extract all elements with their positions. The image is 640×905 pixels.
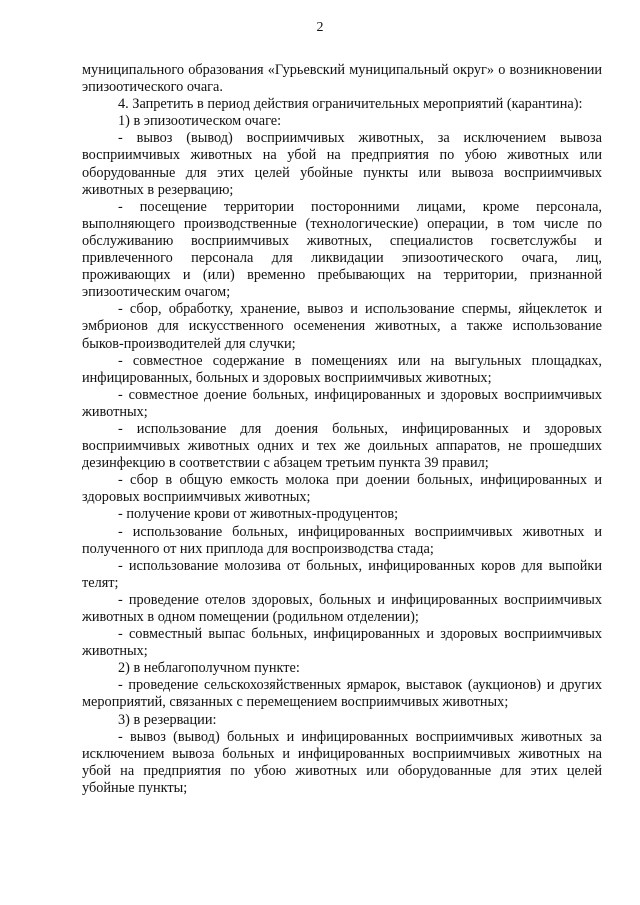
document-body <box>82 62 602 797</box>
list-item: - посещение территории посторонними лицами, кроме персонала, выполняющего производственные (технологические) операции, в том числе по обслуживанию восприимчивых животных, специалистов госветслужбы и привлеченного персонала для ликвидации эпизоотического очага, лиц, проживающих и (или) временно пребывающих на территории, признанной эпизоотическим очагом; <box>82 198 602 301</box>
list-item: - получение крови от животных-продуцентов; <box>118 506 399 523</box>
list-item: - сбор, обработку, хранение, вывоз и использование спермы, яйцеклеток и эмбрионов для искусственного осеменения животных, а также использование быков-производителей для случки; <box>82 301 602 352</box>
list-item: - использование молозива от больных, инфицированных коров для выпойки телят; <box>82 557 602 591</box>
paragraph-continuation: муниципального образования «Гурьевский муниципальный округ» о возникновении эпизоотического очага. <box>82 62 602 96</box>
list-item: - вывоз (вывод) восприимчивых животных, за исключением вывоза восприимчивых животных на убой на предприятия по убою животных или оборудованные для этих целей убойные пункты или вывоза восприимчивых животных в резервацию; <box>82 130 602 198</box>
subheading-reservation: 3) в резервации: <box>118 711 217 728</box>
paragraph-item-4: 4. Запретить в период действия ограничительных мероприятий (карантина): <box>118 96 583 113</box>
subheading-unfavorable-point: 2) в неблагополучном пункте: <box>118 660 300 677</box>
list-item: - вывоз (вывод) больных и инфицированных восприимчивых животных за исключением вывоза больных и инфицированных восприимчивых животных на убой на предприятия по убою животных или оборудованные для этих целей убойные пункты; <box>82 728 602 796</box>
subheading-episootic-focus: 1) в эпизоотическом очаге: <box>118 113 282 130</box>
page-number: 2 <box>316 20 324 35</box>
list-item: - проведение сельскохозяйственных ярмарок, выставок (аукционов) и других мероприятий, связанных с перемещением восприимчивых животных; <box>82 677 602 711</box>
list-item: - использование больных, инфицированных восприимчивых животных и полученного от них приплода для воспроизводства стада; <box>82 523 602 557</box>
list-item: - сбор в общую емкость молока при доении больных, инфицированных и здоровых восприимчивых животных; <box>82 472 602 506</box>
list-item: - совместный выпас больных, инфицированных и здоровых восприимчивых животных; <box>82 626 602 660</box>
list-item: - использование для доения больных, инфицированных и здоровых восприимчивых животных одних и тех же доильных аппаратов, не прошедших дезинфекцию в соответствии с абзацем третьим пункта 39 правил; <box>82 420 602 472</box>
list-item: - совместное содержание в помещениях или на выгульных площадках, инфицированных, больных и здоровых восприимчивых животных; <box>82 352 602 386</box>
list-item: - совместное доение больных, инфицированных и здоровых восприимчивых животных; <box>82 386 602 420</box>
list-item: - проведение отелов здоровых, больных и инфицированных восприимчивых животных в одном помещении (родильном отделении); <box>82 591 602 625</box>
